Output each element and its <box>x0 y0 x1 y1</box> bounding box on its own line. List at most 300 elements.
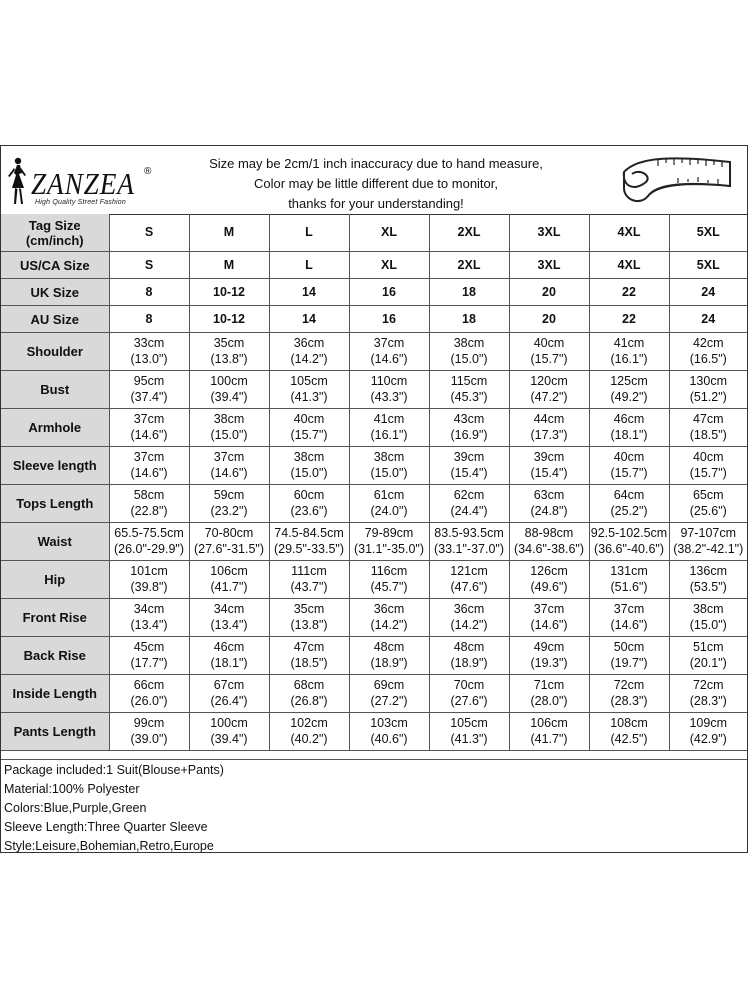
measurement-inch: (13.4") <box>130 618 168 632</box>
measurement-cell <box>189 333 269 371</box>
measurement-cell <box>589 561 669 599</box>
package-info-line: Package included:1 Suit(Blouse+Pants) <box>4 763 224 777</box>
measurement-cell <box>509 599 589 637</box>
measurement-inch: (38.2"-42.1") <box>673 542 744 556</box>
measurement-inch: (25.6") <box>689 504 727 518</box>
measurement-cm: 65.5-75.5cm <box>114 526 184 540</box>
measurement-cell <box>509 485 589 523</box>
size-value-cell: 3XL <box>509 252 589 279</box>
measurement-inch: (17.3") <box>530 428 568 442</box>
size-value-cell: 5XL <box>669 252 747 279</box>
measurement-cm: 71cm <box>533 678 565 692</box>
size-value-cell: 22 <box>589 279 669 306</box>
armhole-label: Armhole <box>1 409 109 447</box>
measurement-cell <box>669 447 747 485</box>
measurement-cell <box>349 675 429 713</box>
measurement-cm: 120cm <box>530 374 568 388</box>
measurement-inch: (18.5") <box>290 656 328 670</box>
measurement-inch: (15.0") <box>689 618 727 632</box>
measurement-inch: (49.2") <box>610 390 648 404</box>
measurement-cell <box>189 561 269 599</box>
uk-size-label: UK Size <box>1 279 109 306</box>
brand-tagline: High Quality Street Fashion <box>35 199 126 206</box>
measurement-cm: 36cm <box>373 602 405 616</box>
measurement-cm: 131cm <box>610 564 648 578</box>
measurement-cell <box>589 447 669 485</box>
measurement-inch: (19.3") <box>530 656 568 670</box>
package-info-line: Sleeve Length:Three Quarter Sleeve <box>4 820 208 834</box>
tag-size-row <box>1 214 747 252</box>
measurement-inch: (24.8") <box>530 504 568 518</box>
measurement-inch: (39.4") <box>210 732 248 746</box>
measuring-tape-icon <box>618 152 736 210</box>
size-value-cell: 8 <box>109 306 189 333</box>
measurement-cm: 101cm <box>130 564 168 578</box>
measurement-cm: 62cm <box>453 488 485 502</box>
measurement-cm: 74.5-84.5cm <box>274 526 344 540</box>
measurement-inch: (23.6") <box>290 504 328 518</box>
measurement-cell <box>189 713 269 751</box>
measurement-cm: 40cm <box>533 336 565 350</box>
measurement-cell <box>269 371 349 409</box>
measurement-inch: (41.7") <box>530 732 568 746</box>
measurement-cm: 95cm <box>133 374 165 388</box>
measurement-cm: 48cm <box>373 640 405 654</box>
measurement-inch: (16.5") <box>689 352 727 366</box>
measurement-cell <box>269 713 349 751</box>
measurement-inch: (13.4") <box>210 618 248 632</box>
measurement-inch: (15.0") <box>370 466 408 480</box>
measurement-cell <box>349 561 429 599</box>
measurement-cell <box>589 637 669 675</box>
size-header-cell: S <box>109 214 189 252</box>
measurement-cm: 38cm <box>373 450 405 464</box>
measurement-cm: 48cm <box>453 640 485 654</box>
tops-length-label: Tops Length <box>1 485 109 523</box>
measurement-cm: 41cm <box>613 336 645 350</box>
measurement-cell <box>669 485 747 523</box>
measurement-cell <box>509 561 589 599</box>
measurement-inch: (22.8") <box>130 504 168 518</box>
measurement-cm: 106cm <box>210 564 248 578</box>
measurement-inch: (26.0") <box>130 694 168 708</box>
measurement-inch: (53.5") <box>689 580 727 594</box>
measurement-inch: (43.3") <box>370 390 408 404</box>
pants-length-row <box>1 713 747 751</box>
measurement-cm: 79-89cm <box>364 526 414 540</box>
measurement-cell <box>349 371 429 409</box>
measurement-cell <box>189 523 269 561</box>
tops-length-row <box>1 485 747 523</box>
measurement-cm: 105cm <box>450 716 488 730</box>
measurement-cm: 102cm <box>290 716 328 730</box>
measurement-inch: (28.3") <box>689 694 727 708</box>
measurement-inch: (15.0") <box>210 428 248 442</box>
measurement-cm: 47cm <box>692 412 724 426</box>
measurement-inch: (14.2") <box>290 352 328 366</box>
measurement-cell <box>349 523 429 561</box>
size-value-cell: 4XL <box>589 252 669 279</box>
measurement-inch: (14.6") <box>130 428 168 442</box>
brand-name: ZANZEA <box>31 166 135 201</box>
measurement-inch: (27.6"-31.5") <box>193 542 265 556</box>
size-header-cell: 2XL <box>429 214 509 252</box>
measurement-cell <box>189 675 269 713</box>
measurement-cm: 37cm <box>373 336 405 350</box>
measurement-inch: (14.6") <box>530 618 568 632</box>
measurement-cell <box>429 599 509 637</box>
size-header-cell: 4XL <box>589 214 669 252</box>
measurement-cm: 99cm <box>133 716 165 730</box>
pants-length-label: Pants Length <box>1 713 109 751</box>
measurement-cell <box>669 713 747 751</box>
size-value-cell: 18 <box>429 279 509 306</box>
measurement-cell <box>669 333 747 371</box>
measurement-cell <box>509 675 589 713</box>
size-value-cell: 22 <box>589 306 669 333</box>
measurement-inch: (42.9") <box>689 732 727 746</box>
measurement-inch: (40.6") <box>370 732 408 746</box>
measurement-cm: 46cm <box>213 640 245 654</box>
measurement-inch: (15.7") <box>530 352 568 366</box>
measurement-inch: (18.1") <box>610 428 648 442</box>
measurement-cm: 83.5-93.5cm <box>434 526 504 540</box>
measurement-cell <box>269 675 349 713</box>
measurement-cm: 40cm <box>613 450 645 464</box>
tag-size-label-line2: (cm/inch) <box>25 232 84 248</box>
size-header-cell: 5XL <box>669 214 747 252</box>
measurement-cm: 42cm <box>692 336 724 350</box>
measurement-cm: 59cm <box>213 488 245 502</box>
measurement-cell <box>349 599 429 637</box>
measurement-inch: (14.6") <box>130 466 168 480</box>
measurement-inch: (18.1") <box>210 656 248 670</box>
sleeve-length-row <box>1 447 747 485</box>
measurement-cell <box>509 637 589 675</box>
us-ca-size-label: US/CA Size <box>1 252 109 279</box>
measurement-cm: 50cm <box>613 640 645 654</box>
note-line: Color may be little different due to monitor, <box>254 176 498 191</box>
measurement-inch: (31.1"-35.0") <box>353 542 425 556</box>
size-chart-header <box>1 146 747 215</box>
measurement-cell <box>189 371 269 409</box>
size-header-cell: 3XL <box>509 214 589 252</box>
measurement-cm: 45cm <box>133 640 165 654</box>
measurement-cm: 37cm <box>613 602 645 616</box>
measurement-cm: 109cm <box>689 716 728 730</box>
measurement-notes <box>161 154 591 214</box>
size-value-cell: 16 <box>349 306 429 333</box>
size-header-cell: XL <box>349 214 429 252</box>
measurement-cm: 115cm <box>450 374 488 388</box>
measurement-inch: (26.8") <box>290 694 328 708</box>
measurement-cell <box>589 713 669 751</box>
measurement-inch: (25.2") <box>610 504 648 518</box>
measurement-inch: (14.2") <box>450 618 488 632</box>
package-info-line: Material:100% Polyester <box>4 782 140 796</box>
measurement-inch: (37.4") <box>130 390 168 404</box>
size-value-cell: L <box>269 252 349 279</box>
measurement-cell <box>589 675 669 713</box>
size-value-cell: 10-12 <box>189 306 269 333</box>
measurement-cell <box>429 485 509 523</box>
measurement-inch: (47.2") <box>530 390 568 404</box>
measurement-inch: (19.7") <box>610 656 648 670</box>
measurement-cm: 46cm <box>613 412 645 426</box>
measurement-inch: (49.6") <box>530 580 568 594</box>
measurement-inch: (23.2") <box>210 504 248 518</box>
measurement-cm: 65cm <box>692 488 724 502</box>
measurement-cm: 100cm <box>210 716 248 730</box>
measurement-inch: (26.0"-29.9") <box>113 542 185 556</box>
measurement-cell <box>269 561 349 599</box>
measurement-cell <box>189 637 269 675</box>
measurement-inch: (41.3") <box>290 390 328 404</box>
measurement-inch: (42.5") <box>610 732 648 746</box>
measurement-cm: 35cm <box>213 336 245 350</box>
measurement-cell <box>509 447 589 485</box>
size-value-cell: 20 <box>509 306 589 333</box>
size-value-cell: 20 <box>509 279 589 306</box>
hip-row <box>1 561 747 599</box>
measurement-cell <box>109 599 189 637</box>
au-size-row <box>1 306 747 333</box>
measurement-inch: (29.5"-33.5") <box>273 542 345 556</box>
us-ca-size-row <box>1 252 747 279</box>
measurement-cm: 72cm <box>692 678 724 692</box>
measurement-inch: (51.6") <box>610 580 648 594</box>
measurement-cm: 72cm <box>613 678 645 692</box>
front-rise-row <box>1 599 747 637</box>
measurement-cell <box>189 485 269 523</box>
measurement-cell <box>669 637 747 675</box>
uk-size-row <box>1 279 747 306</box>
measurement-cm: 58cm <box>133 488 165 502</box>
measurement-cell <box>269 637 349 675</box>
measurement-cell <box>349 333 429 371</box>
measurement-cell <box>669 675 747 713</box>
size-value-cell: 10-12 <box>189 279 269 306</box>
measurement-cm: 38cm <box>293 450 325 464</box>
measurement-inch: (24.0") <box>370 504 408 518</box>
measurement-cm: 88-98cm <box>524 526 574 540</box>
size-value-cell: 8 <box>109 279 189 306</box>
measurement-cm: 61cm <box>373 488 405 502</box>
measurement-cell <box>109 333 189 371</box>
size-value-cell: 24 <box>669 279 747 306</box>
measurement-cm: 92.5-102.5cm <box>590 526 668 540</box>
measurement-cm: 116cm <box>370 564 408 578</box>
measurement-inch: (14.6") <box>610 618 648 632</box>
package-info-line: Style:Leisure,Bohemian,Retro,Europe <box>4 839 214 853</box>
back-rise-label: Back Rise <box>1 637 109 675</box>
measurement-cm: 37cm <box>533 602 565 616</box>
measurement-cm: 67cm <box>213 678 245 692</box>
measurement-cell <box>269 333 349 371</box>
measurement-inch: (45.7") <box>370 580 408 594</box>
measurement-inch: (34.6"-38.6") <box>513 542 585 556</box>
size-table <box>1 214 747 751</box>
measurement-inch: (33.1"-37.0") <box>433 542 505 556</box>
tag-size-label <box>1 214 109 252</box>
measurement-cell <box>269 409 349 447</box>
measurement-cm: 39cm <box>453 450 485 464</box>
measurement-cell <box>429 371 509 409</box>
measurement-inch: (24.4") <box>450 504 488 518</box>
measurement-cm: 60cm <box>293 488 325 502</box>
size-value-cell: 14 <box>269 279 349 306</box>
measurement-cm: 36cm <box>453 602 485 616</box>
measurement-inch: (28.3") <box>610 694 648 708</box>
waist-label: Waist <box>1 523 109 561</box>
measurement-inch: (15.0") <box>450 352 488 366</box>
measurement-cell <box>189 409 269 447</box>
measurement-cell <box>589 599 669 637</box>
measurement-cell <box>349 637 429 675</box>
armhole-row <box>1 409 747 447</box>
measurement-inch: (16.9") <box>450 428 488 442</box>
measurement-cell <box>509 523 589 561</box>
note-line: thanks for your understanding! <box>288 196 464 211</box>
measurement-cm: 70cm <box>453 678 485 692</box>
measurement-cell <box>589 333 669 371</box>
bust-label: Bust <box>1 371 109 409</box>
measurement-cell <box>109 637 189 675</box>
measurement-inch: (36.6"-40.6") <box>593 542 665 556</box>
measurement-cm: 110cm <box>370 374 408 388</box>
measurement-inch: (39.4") <box>210 390 248 404</box>
measurement-cm: 38cm <box>692 602 724 616</box>
measurement-inch: (40.2") <box>290 732 328 746</box>
measurement-cell <box>589 485 669 523</box>
measurement-cell <box>109 523 189 561</box>
measurement-cm: 66cm <box>133 678 165 692</box>
measurement-cell <box>589 409 669 447</box>
size-chart-sheet <box>0 145 748 853</box>
measurement-cm: 130cm <box>689 374 728 388</box>
measurement-inch: (15.7") <box>290 428 328 442</box>
measurement-cm: 103cm <box>370 716 408 730</box>
measurement-cell <box>429 523 509 561</box>
measurement-inch: (41.3") <box>450 732 488 746</box>
measurement-cell <box>269 599 349 637</box>
measurement-cell <box>589 371 669 409</box>
measurement-cm: 125cm <box>610 374 648 388</box>
measurement-inch: (27.2") <box>370 694 408 708</box>
measurement-cell <box>349 447 429 485</box>
measurement-cell <box>509 713 589 751</box>
measurement-cell <box>509 371 589 409</box>
measurement-cm: 44cm <box>533 412 565 426</box>
measurement-cell <box>669 371 747 409</box>
measurement-inch: (14.6") <box>370 352 408 366</box>
measurement-cell <box>669 599 747 637</box>
measurement-inch: (39.8") <box>130 580 168 594</box>
measurement-cm: 41cm <box>373 412 405 426</box>
measurement-inch: (18.9") <box>450 656 488 670</box>
measurement-cm: 51cm <box>692 640 724 654</box>
front-rise-label: Front Rise <box>1 599 109 637</box>
measurement-cm: 121cm <box>450 564 488 578</box>
size-header-cell: L <box>269 214 349 252</box>
measurement-cell <box>429 637 509 675</box>
measurement-cell <box>269 485 349 523</box>
measurement-inch: (17.7") <box>130 656 168 670</box>
measurement-cm: 36cm <box>293 336 325 350</box>
measurement-inch: (51.2") <box>689 390 727 404</box>
measurement-inch: (15.4") <box>450 466 488 480</box>
measurement-cell <box>509 409 589 447</box>
inside-length-label: Inside Length <box>1 675 109 713</box>
measurement-cm: 39cm <box>533 450 565 464</box>
size-value-cell: 24 <box>669 306 747 333</box>
measurement-inch: (15.7") <box>689 466 727 480</box>
measurement-inch: (16.1") <box>610 352 648 366</box>
package-info <box>1 759 747 853</box>
measurement-inch: (13.8") <box>290 618 328 632</box>
measurement-cell <box>109 447 189 485</box>
measurement-cell <box>269 447 349 485</box>
measurement-cm: 34cm <box>133 602 165 616</box>
measurement-cm: 108cm <box>610 716 648 730</box>
brand-logo <box>5 154 155 208</box>
measurement-inch: (15.7") <box>610 466 648 480</box>
measurement-cell <box>109 713 189 751</box>
measurement-cm: 63cm <box>533 488 565 502</box>
measurement-inch: (15.0") <box>290 466 328 480</box>
measurement-cell <box>189 599 269 637</box>
note-line: Size may be 2cm/1 inch inaccuracy due to hand measure, <box>209 156 543 171</box>
measurement-cm: 47cm <box>293 640 325 654</box>
measurement-inch: (14.2") <box>370 618 408 632</box>
measurement-cell <box>109 371 189 409</box>
measurement-cm: 35cm <box>293 602 325 616</box>
fashion-silhouette-icon <box>5 156 29 208</box>
measurement-cell <box>589 523 669 561</box>
measurement-cm: 40cm <box>692 450 724 464</box>
measurement-cm: 64cm <box>613 488 645 502</box>
size-value-cell: 2XL <box>429 252 509 279</box>
tag-size-label-line1: Tag Size <box>28 217 81 233</box>
measurement-cm: 105cm <box>290 374 328 388</box>
bust-row <box>1 371 747 409</box>
package-info-line: Colors:Blue,Purple,Green <box>4 801 147 815</box>
measurement-cell <box>109 485 189 523</box>
size-value-cell: M <box>189 252 269 279</box>
measurement-inch: (43.7") <box>290 580 328 594</box>
measurement-cell <box>349 713 429 751</box>
measurement-inch: (18.5") <box>689 428 727 442</box>
measurement-cm: 97-107cm <box>680 526 737 540</box>
measurement-cm: 40cm <box>293 412 325 426</box>
measurement-cm: 37cm <box>133 412 165 426</box>
measurement-cm: 69cm <box>373 678 405 692</box>
measurement-cm: 100cm <box>210 374 248 388</box>
measurement-cell <box>429 447 509 485</box>
measurement-inch: (13.0") <box>130 352 168 366</box>
au-size-label: AU Size <box>1 306 109 333</box>
measurement-cm: 106cm <box>530 716 568 730</box>
size-value-cell: 18 <box>429 306 509 333</box>
measurement-inch: (41.7") <box>210 580 248 594</box>
measurement-inch: (27.6") <box>450 694 488 708</box>
measurement-inch: (16.1") <box>370 428 408 442</box>
size-value-cell: 14 <box>269 306 349 333</box>
inside-length-row <box>1 675 747 713</box>
sleeve-length-label: Sleeve length <box>1 447 109 485</box>
measurement-inch: (20.1") <box>689 656 727 670</box>
measurement-cell <box>109 561 189 599</box>
